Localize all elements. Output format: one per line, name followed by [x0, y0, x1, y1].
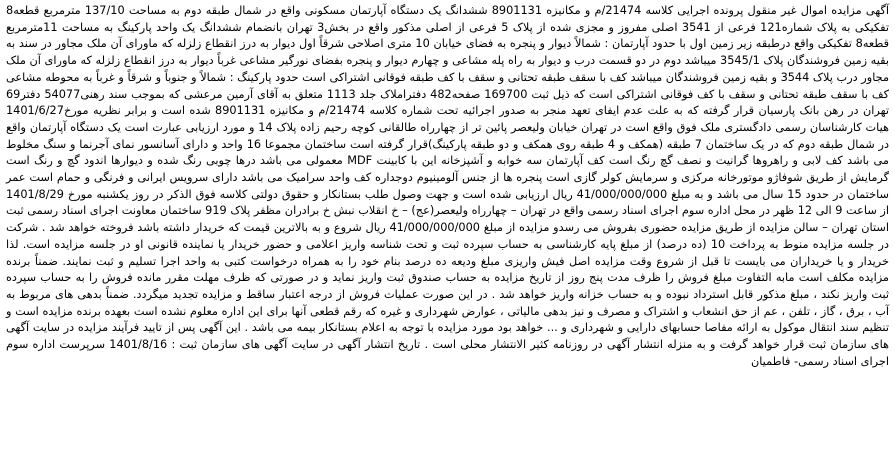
- notice-body-text: آگهی مزایده اموال غیر منقول پرونده اجرایی کلاسه 21474/م و مکانیزه 8901131 ششدانگ یک دستگاه آپارتمان مسکونی واقع در شمال طبقه دوم به مساحت 137/10 مترمربع قطعه8 تفکیکی به پلاک شماره121 فرعی از 3541 اصلی مفروز و مجزی شده از پلاک 5 فرعی از اصلی مذکور واقع در بخش3 تهران بانضمام ششدانگ یک واحد پارکینگ به مساحت 11مترمربع قطعه8 تفکیکی واقع درطبقه زیر زمین اول با حدود آپارتمان : شمالاً دیوار و پنجره به فضای خیابان 10 متری اصلاحی شرقاً اول دیوار به درز انقطاع زلزله که ماورای آن ملک مجاور در سند به بقیه زمین فروشندگان پلاک 3545/1 میباشد دوم در دو قسمت درب و دیوار به راه پله مشاعی و چهارم دیوار و پنجره بفضای نورگیر مشاعی غرباً دیوار به درز انقطاع زلزله که ماورای آن ملک مجاور درب پلاک 3544 و بقیه زمین فروشندگان میباشد کف با سقف طبقه تحتانی و سقف با کف طبقه فوقانی اشتراکی است حدود پارکینگ : شمالاً و جنوباً و شرقاً و غرباً به محوطه مشاعی کف با سقف طبقه تحتانی و سقف با کف فوقانی اشتراکی است که ذیل ثبت 169700 صفحه482 دفتراملاک جلد 1113 متعلق به آقای آرمین مرعشی که بموجب سند رهنی54077 دفتر69 تهران در رهن بانک پارسیان قرار گرفته که به علت عدم ایفای تعهد منجر به صدور اجرائیه تحت شماره کلاسه 21474/م و مکانیزه 8901131 شده است و برابر نظریه مورخ1401/6/27 هیات کارشناسان رسمی دادگستری ملک فوق واقع است در تهران خیابان ولیعصر پائین تر از چهارراه طالقانی کوچه رحیم زاده پلاک 14 و مورد ارزیابی عبارت است یک دستگاه آپارتمان واقع در شمال طبقه دوم که در یک ساختمان 7 طبقه (همکف و 4 طبقه روی همکف و دو طبقه پارکینگ)قرار گرفته است ساختمان مجموعا 16 واحد و دارای آسانسور نمای آجرنما و سنگ مخلوط می باشد کف لابی و راهروها گرانیت و نصف گچ رنگ است کف آپارتمان سه خوابه و آشپزخانه این با کابینت MDF معمولی می باشد درها چوبی رنگ شده و دیوارها اندود گچ و رنگ است گرمایش از طریق شوفاژو موتورخانه مرکزی و سرمایش کولر گازی است پنجره ها از جنس آلومینیوم دوجداره کف واحد سرامیک می باشد دارای سرویس ایرانی و فرنگی و حمام است عمر ساختمان در حدود 15 سال می باشد و به مبلغ 41/000/000/000 ریال ارزیابی شده است و جهت وصول طلب بستانکار و حقوق دولتی کلاسه فوق الذکر در روز یکشنبه مورخ 1401/8/29 از ساعت 9 الی 12 ظهر در محل اداره سوم اجرای اسناد رسمی واقع در تهران – چهارراه ولیعصر(عج) – خ انقلاب نبش خ برادران مظفر پلاک 919 ساختمان معاونت اجرای اسناد رسمی ثبت استان تهران – سالن مزایده از طریق مزایده حضوری بفروش می رسدو مزایده از مبلغ 41/000/000/000 ریال شروع و به بالاترین قیمت که خریدار داشته باشد فروخته خواهد شد . شرکت در جلسه مزایده منوط به پرداخت 10 (ده درصد) از مبلغ پایه کارشناسی به حساب سپرده ثبت و تحت شناسه واریز اعلامی و حضور خریدار یا نماینده قانونی او در جلسه مزایده است. لذا خریدار و یا خریداران می بایست تا قبل از شروع وقت مزایده اصل فیش واریزی مبلغ ودیعه ده درصد بنام خود را به همراه درخواست کتبی به واحد اجرا تسلیم و ثبت نمایند. ضمناً برنده مزایده مکلف است مابه التفاوت مبلغ فروش را ظرف مدت پنج روز از تاریخ مزایده به حساب صندوق ثبت واریز نماید و در صورتی که ظرف مهلت مقرر مانده فروش را به حساب سپرده ثبت واریز نکند ، مبلغ مذکور قابل استرداد نبوده و به حساب خزانه واریز خواهد شد . در این صورت عملیات فروش از درجه اعتبار ساقط و مزایده تجدید میگردد. ضمناً بدهی های مربوط به آب ، برق ، گاز ، تلفن ، عم از حق انشعاب و اشتراک و مصرف و نیز بدهی مالیاتی ، عوارض شهرداری و غیره که رقم قطعی آنها برای این اداره معلوم نشده است بعهده برنده مزایده است و تنظیم سند انتقال موکول به ارائه مفاصا حسابهای دارایی و شهرداری و ... خواهد بود مورد مزایده با توجه به اعلام بستانکار بیمه می باشد . این آگهی پس از تایید فرآیند مزایده در سایت آگهی های سازمان ثبت قرار خواهد گرفت و به منزله انتشار آگهی در روزنامه کثیر الانتشار محلی است . تاریخ انتشار آگهی در سایت آگهی های سازمان ثبت : 1401/8/16 سرپرست اداره سوم اجرای اسناد رسمی- فاطمیان: [6, 4, 890, 368]
